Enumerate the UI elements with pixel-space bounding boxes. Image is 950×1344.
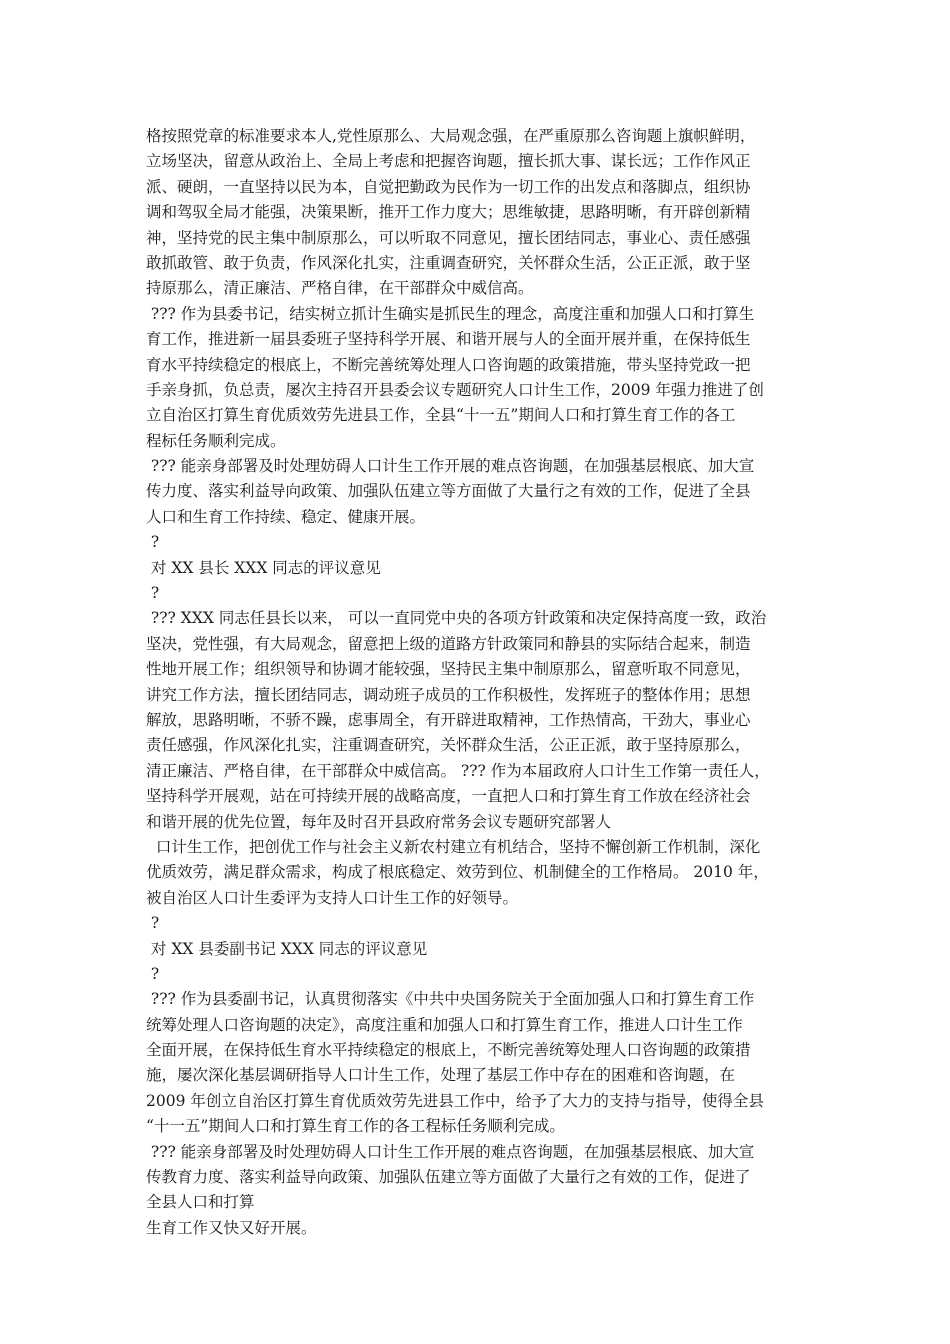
document-line: 对 XX 县委副书记 XXX 同志的评议意见: [146, 939, 428, 958]
document-line: 全面开展，在保持低生育水平持续稳定的根底上，不断完善统筹处理人口咨询题的政策措: [146, 1041, 751, 1060]
document-line: ??? XXX 同志任县长以来， 可以一直同党中央的各项方针政策和决定保持高度一致，政治: [146, 609, 767, 628]
document-line: 坚决，党性强，有大局观念，留意把上级的道路方针政策同和静县的实际结合起来，制造: [146, 634, 751, 653]
document-line: 立自治区打算生育优质效劳先进县工作，全县“十一五”期间人口和打算生育工作的各工: [146, 406, 736, 425]
document-line: 敢抓敢管、敢于负责，作风深化扎实，注重调查研究，关怀群众生活，公正正派，敢于坚: [146, 253, 751, 272]
document-line: 调和驾驭全局才能强，决策果断，推开工作力度大；思维敏捷，思路明晰，有开辟创新精: [146, 203, 751, 222]
document-line: 生育工作又快又好开展。: [146, 1218, 317, 1237]
document-line: 神，坚持党的民主集中制原那么，可以听取不同意见，擅长团结同志，事业心、责任感强: [146, 228, 751, 247]
document-line: 清正廉洁、严格自律，在干部群众中威信高。 ??? 作为本届政府人口计生工作第一责任人，: [146, 761, 770, 780]
document-line: ??? 能亲身部署及时处理妨碍人口计生工作开展的难点咨询题，在加强基层根底、加大宣: [146, 457, 755, 476]
document-line: ??? 能亲身部署及时处理妨碍人口计生工作开展的难点咨询题，在加强基层根底、加大宣: [146, 1142, 755, 1161]
document-line: 育水平持续稳定的根底上，不断完善统筹处理人口咨询题的政策措施，带头坚持党政一把: [146, 355, 751, 374]
document-line: 被自治区人口计生委评为支持人口计生工作的好领导。: [146, 888, 519, 907]
document-line: 持原那么，清正廉洁、严格自律，在干部群众中威信高。: [146, 279, 534, 298]
document-line: 性地开展工作；组织领导和协调才能较强，坚持民主集中制原那么，留意听取不同意见，: [146, 660, 751, 679]
document-line: ?: [146, 584, 160, 603]
document-line: 对 XX 县长 XXX 同志的评议意见: [146, 558, 381, 577]
document-line: 解放，思路明晰，不骄不躁，虑事周全，有开辟进取精神，工作热情高，干劲大，事业心: [146, 710, 751, 729]
document-line: 坚持科学开展观，站在可持续开展的战略高度，一直把人口和打算生育工作放在经济社会: [146, 787, 751, 806]
document-line: 统筹处理人口咨询题的决定》，高度注重和加强人口和打算生育工作，推进人口计生工作: [146, 1015, 743, 1034]
document-body: [146, 124, 846, 1241]
document-line: 程标任务顺利完成。: [146, 431, 286, 450]
document-line: “十一五”期间人口和打算生育工作的各工程标任务顺利完成。: [146, 1117, 565, 1136]
document-line: 2009 年创立自治区打算生育优质效劳先进县工作中，给予了大力的支持与指导，使得全县: [146, 1091, 764, 1110]
document-line: 人口和生育工作持续、稳定、健康开展。: [146, 507, 426, 526]
document-line: 和谐开展的优先位置，每年及时召开县政府常务会议专题研究部署人: [146, 812, 612, 831]
document-line: 传教育力度、落实利益导向政策、加强队伍建立等方面做了大量行之有效的工作，促进了: [146, 1168, 751, 1187]
document-line: 育工作，推进新一届县委班子坚持科学开展、和谐开展与人的全面开展并重，在保持低生: [146, 330, 751, 349]
document-line: ??? 作为县委副书记，认真贯彻落实《中共中央国务院关于全面加强人口和打算生育工作: [146, 990, 755, 1009]
document-line: 立场坚决，留意从政治上、全局上考虑和把握咨询题，擅长抓大事、谋长远；工作作风正: [146, 152, 751, 171]
document-line: ?: [146, 914, 160, 933]
document-line: 全县人口和打算: [146, 1193, 255, 1212]
document-line: ??? 作为县委书记，结实树立抓计生确实是抓民生的理念，高度注重和加强人口和打算生: [146, 304, 755, 323]
document-line: 传力度、落实利益导向政策、加强队伍建立等方面做了大量行之有效的工作，促进了全县: [146, 482, 751, 501]
document-line: 讲究工作方法，擅长团结同志，调动班子成员的工作积极性，发挥班子的整体作用；思想: [146, 685, 751, 704]
document-line: 优质效劳，满足群众需求，构成了根底稳定、效劳到位、机制健全的工作格局。 2010 年，: [146, 863, 769, 882]
document-line: 口计生工作，把创优工作与社会主义新农村建立有机结合，坚持不懈创新工作机制，深化: [146, 837, 761, 856]
document-line: 派、硬朗，一直坚持以民为本，自觉把勤政为民作为一切工作的出发点和落脚点，组织协: [146, 177, 751, 196]
document-line: ?: [146, 964, 160, 983]
document-line: 责任感强，作风深化扎实，注重调查研究，关怀群众生活，公正正派，敢于坚持原那么，: [146, 736, 751, 755]
document-line: 格按照党章的标准要求本人,党性原那么、大局观念强，在严重原那么咨询题上旗帜鲜明，: [146, 127, 756, 145]
document-line: 施，屡次深化基层调研指导人口计生工作，处理了基层工作中存在的困难和咨询题，在: [146, 1066, 736, 1085]
document-line: 手亲身抓，负总责，屡次主持召开县委会议专题研究人口计生工作，2009 年强力推进了创: [146, 380, 764, 399]
document-line: ?: [146, 533, 160, 552]
